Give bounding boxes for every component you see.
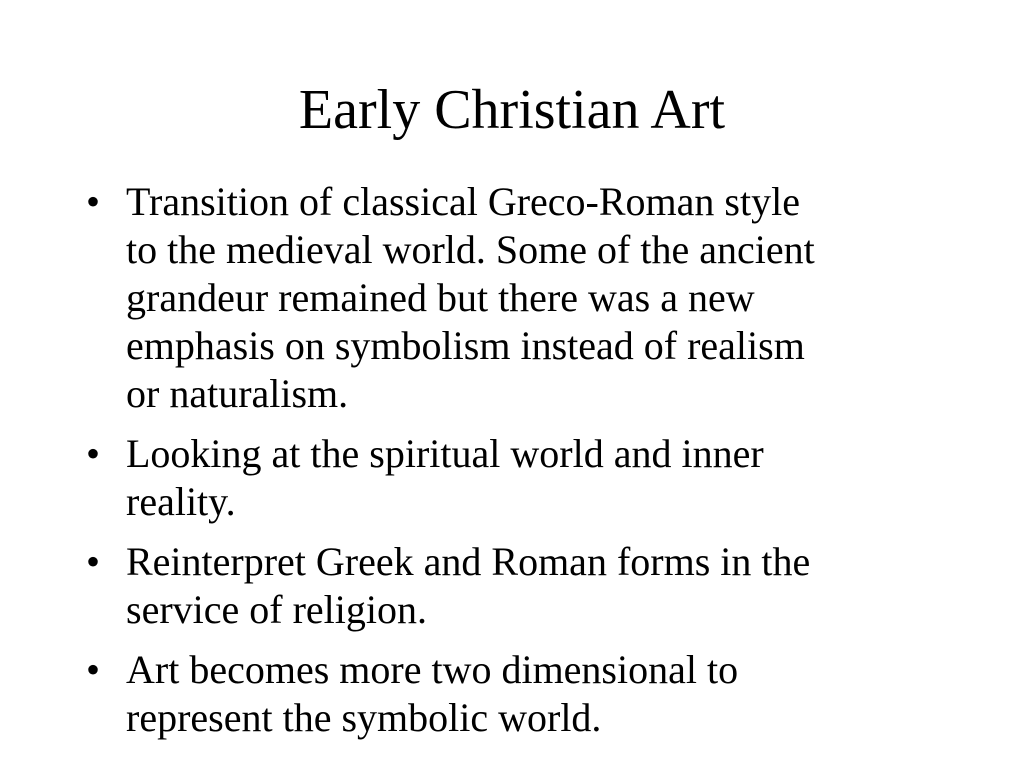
bullet-item [86, 178, 936, 418]
bullet-icon: • [86, 431, 101, 476]
bullet-item [86, 538, 936, 634]
bullet-text-line: Reinterpret Greek and Roman forms in the [126, 539, 811, 584]
bullet-icon: • [86, 647, 101, 692]
bullet-text-line: Art becomes more two dimensional to [126, 647, 739, 692]
bullet-list [86, 178, 936, 754]
bullet-item [86, 430, 936, 526]
slide-title: Early Christian Art [298, 79, 726, 141]
bullet-item [86, 646, 936, 742]
bullet-text-line: reality. [126, 479, 236, 524]
bullet-text-line: Transition of classical Greco-Roman style [126, 179, 800, 224]
bullet-text-line: emphasis on symbolism instead of realism [126, 323, 805, 368]
bullet-icon: • [86, 179, 101, 224]
bullet-text-line: or naturalism. [126, 371, 349, 416]
bullet-text-line: represent the symbolic world. [126, 695, 602, 740]
bullet-text-line: grandeur remained but there was a new [126, 275, 755, 320]
bullet-text-line: service of religion. [126, 587, 427, 632]
bullet-text-line: to the medieval world. Some of the ancient [126, 227, 815, 272]
bullet-text-line: Looking at the spiritual world and inner [126, 431, 764, 476]
bullet-icon: • [86, 539, 101, 584]
